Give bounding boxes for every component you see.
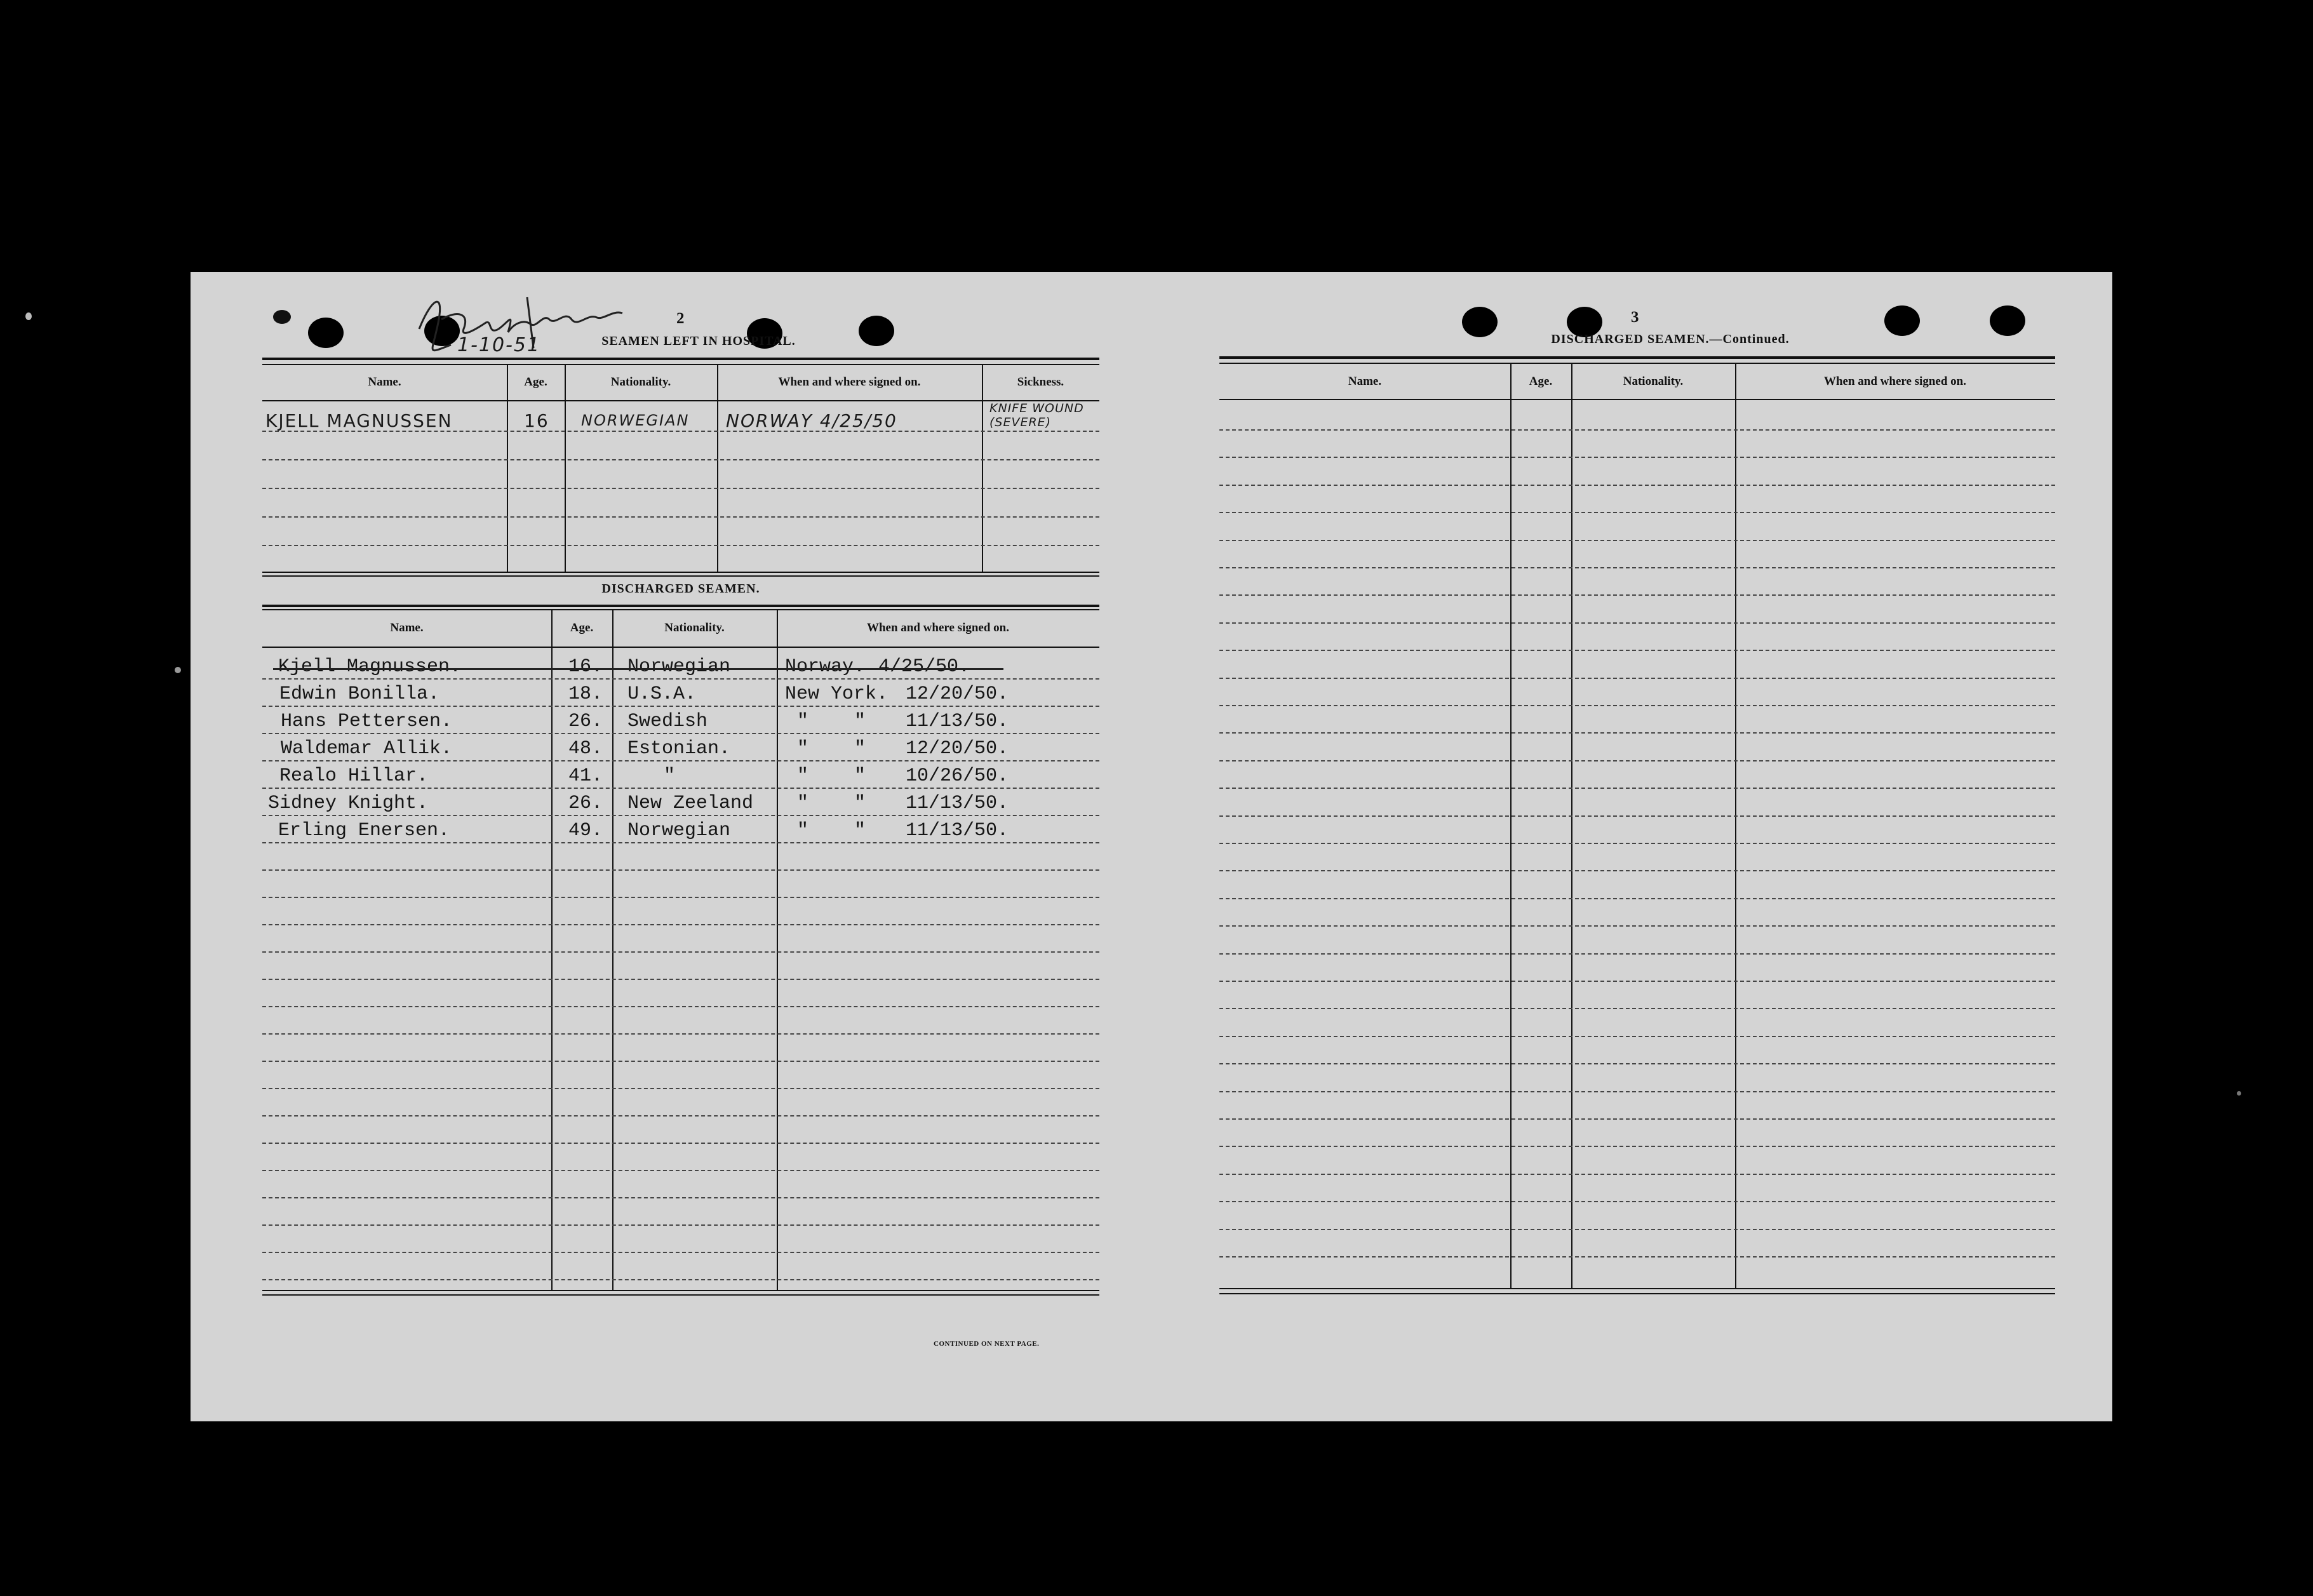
column-divider — [1571, 363, 1572, 1289]
column-divider — [982, 364, 983, 572]
row-line — [262, 842, 1099, 843]
column-divider — [551, 609, 553, 1290]
seaman-signed-place: " " — [797, 820, 866, 842]
rule — [1219, 1293, 2055, 1294]
row-line — [262, 678, 1099, 680]
column-header-sickness: Sickness. — [1017, 375, 1064, 389]
column-divider — [565, 364, 566, 572]
seaman-signed-place: " " — [797, 711, 866, 732]
strikethrough — [273, 668, 1003, 670]
row-line — [262, 1170, 1099, 1171]
row-line — [262, 951, 1099, 953]
seaman-signed-place: " " — [797, 793, 866, 814]
column-header-age: Age. — [524, 375, 547, 389]
rule — [262, 575, 1099, 577]
row-line — [1219, 1036, 2055, 1037]
discharged-section-title: DISCHARGED SEAMEN. — [601, 582, 760, 596]
column-header-age: Age. — [570, 621, 594, 634]
row-line — [262, 1088, 1099, 1089]
handwritten-date: 1-10-51 — [457, 334, 541, 356]
row-line — [262, 1033, 1099, 1035]
row-line — [1219, 732, 2055, 734]
punch-hole — [1884, 305, 1920, 336]
row-line — [262, 760, 1099, 761]
row-line — [1219, 1229, 2055, 1230]
row-line — [1219, 898, 2055, 899]
row-line — [1219, 760, 2055, 761]
document-sheet — [191, 272, 2112, 1421]
seaman-name: Erling Enersen. — [278, 820, 450, 842]
punch-hole — [308, 318, 344, 348]
rule — [262, 400, 1099, 401]
column-divider — [507, 364, 508, 572]
row-line — [1219, 705, 2055, 706]
row-line — [1219, 1008, 2055, 1009]
seaman-age: 26. — [568, 793, 603, 814]
dust-speck — [25, 312, 32, 320]
seaman-name: Hans Pettersen. — [281, 711, 453, 732]
row-line — [1219, 815, 2055, 817]
dust-speck — [2237, 1091, 2241, 1096]
row-line — [262, 488, 1099, 489]
row-line — [262, 431, 1099, 432]
column-header-nationality: Nationality. — [610, 375, 671, 389]
rule — [262, 572, 1099, 573]
column-header-signed-on: When and where signed on. — [1823, 375, 1966, 388]
row-line — [1219, 594, 2055, 596]
row-line — [262, 924, 1099, 925]
row-line — [262, 1252, 1099, 1253]
seaman-signed-place: New York. — [785, 683, 888, 705]
rule — [1219, 1288, 2055, 1289]
row-line — [1219, 1256, 2055, 1257]
row-line — [1219, 567, 2055, 568]
seaman-signed-date: 12/20/50. — [906, 738, 1009, 760]
seaman-signed-place: " " — [797, 765, 866, 787]
row-line — [1219, 1146, 2055, 1147]
seaman-nationality: Estonian. — [627, 738, 731, 760]
column-divider — [717, 364, 718, 572]
seaman-name: Waldemar Allik. — [281, 738, 453, 760]
row-line — [1219, 650, 2055, 651]
row-line — [262, 788, 1099, 789]
row-line — [1219, 953, 2055, 955]
hospital-sickness: KNIFE WOUND (SEVERE) — [989, 401, 1084, 429]
continued-note: CONTINUED ON NEXT PAGE. — [934, 1340, 1040, 1348]
row-line — [1219, 429, 2055, 431]
row-line — [1219, 843, 2055, 844]
row-line — [1219, 678, 2055, 679]
column-divider — [612, 609, 613, 1290]
column-divider — [777, 609, 778, 1290]
seaman-name: Kjell Magnussen. — [278, 656, 462, 678]
page-number-left: 2 — [676, 310, 685, 327]
row-line — [262, 1224, 1099, 1226]
punch-hole — [1990, 305, 2025, 336]
column-header-name: Name. — [390, 621, 424, 634]
row-line — [1219, 512, 2055, 513]
row-line — [1219, 1174, 2055, 1175]
row-line — [262, 1197, 1099, 1198]
seaman-age: 16. — [568, 656, 603, 678]
seaman-signed-date: 10/26/50. — [906, 765, 1009, 787]
punch-hole — [1462, 307, 1498, 337]
row-line — [262, 897, 1099, 898]
page-number-right: 3 — [1631, 309, 1639, 326]
hospital-name: KJELL MAGNUSSEN — [265, 410, 453, 431]
hospital-section-title: SEAMEN LEFT IN HOSPITAL. — [601, 334, 796, 348]
seaman-nationality: Norwegian — [627, 656, 731, 678]
hospital-age: 16 — [524, 410, 549, 431]
seaman-name: Edwin Bonilla. — [279, 683, 440, 705]
row-line — [262, 733, 1099, 734]
column-divider — [1510, 363, 1512, 1289]
rule — [262, 605, 1099, 607]
column-header-name: Name. — [368, 375, 401, 389]
seaman-nationality: " — [664, 765, 676, 787]
rule — [1219, 356, 2055, 359]
seaman-signed-date: 11/13/50. — [906, 793, 1009, 814]
seaman-nationality: New Zeeland — [627, 793, 754, 814]
seaman-signed-date: 12/20/50. — [906, 683, 1009, 705]
row-line — [1219, 1201, 2055, 1202]
row-line — [262, 869, 1099, 871]
row-line — [1219, 981, 2055, 982]
punch-hole — [859, 316, 894, 346]
rule — [262, 364, 1099, 365]
column-divider — [1735, 363, 1736, 1289]
hospital-signed-on: NORWAY 4/25/50 — [726, 410, 897, 431]
seaman-age: 48. — [568, 738, 603, 760]
seaman-nationality: Swedish — [627, 711, 708, 732]
seaman-signed-place: " " — [797, 738, 866, 760]
seaman-signed-date: 11/13/50. — [906, 711, 1009, 732]
rule — [262, 1294, 1099, 1296]
row-line — [262, 706, 1099, 707]
rule — [1219, 363, 2055, 364]
row-line — [262, 815, 1099, 816]
column-header-nationality: Nationality. — [664, 621, 725, 634]
rule — [262, 1290, 1099, 1291]
rule — [262, 647, 1099, 648]
seaman-name: Sidney Knight. — [268, 793, 429, 814]
rule — [1219, 399, 2055, 400]
seaman-age: 18. — [568, 683, 603, 705]
dust-speck — [175, 667, 181, 673]
row-line — [262, 545, 1099, 546]
seaman-signed-place: Norway. — [785, 656, 866, 678]
row-line — [1219, 788, 2055, 789]
row-line — [1219, 1063, 2055, 1064]
row-line — [1219, 622, 2055, 624]
row-line — [262, 1006, 1099, 1007]
row-line — [1219, 1118, 2055, 1120]
seaman-signed-date: 4/25/50. — [878, 656, 970, 678]
seaman-name: Realo Hillar. — [279, 765, 429, 787]
row-line — [1219, 925, 2055, 927]
row-line — [1219, 1091, 2055, 1092]
column-header-name: Name. — [1348, 375, 1382, 388]
rule — [262, 358, 1099, 360]
ink-blot — [273, 310, 291, 324]
column-header-signed-on: When and where signed on. — [778, 375, 921, 389]
row-line — [262, 1279, 1099, 1280]
seaman-nationality: U.S.A. — [627, 683, 697, 705]
seaman-age: 26. — [568, 711, 603, 732]
seaman-age: 41. — [568, 765, 603, 787]
column-header-signed-on: When and where signed on. — [866, 621, 1009, 634]
rule — [262, 609, 1099, 610]
seaman-signed-date: 11/13/50. — [906, 820, 1009, 842]
column-header-nationality: Nationality. — [1623, 375, 1684, 388]
seaman-nationality: Norwegian — [627, 820, 731, 842]
row-line — [262, 1061, 1099, 1062]
row-line — [262, 516, 1099, 518]
row-line — [262, 1115, 1099, 1117]
row-line — [262, 1143, 1099, 1144]
right-section-title: DISCHARGED SEAMEN.—Continued. — [1551, 332, 1790, 346]
seaman-age: 49. — [568, 820, 603, 842]
row-line — [1219, 870, 2055, 871]
row-line — [1219, 485, 2055, 486]
hospital-nationality: NORWEGIAN — [581, 412, 690, 429]
row-line — [1219, 457, 2055, 458]
column-header-age: Age. — [1529, 375, 1553, 388]
row-line — [262, 979, 1099, 980]
row-line — [1219, 540, 2055, 541]
row-line — [262, 459, 1099, 460]
